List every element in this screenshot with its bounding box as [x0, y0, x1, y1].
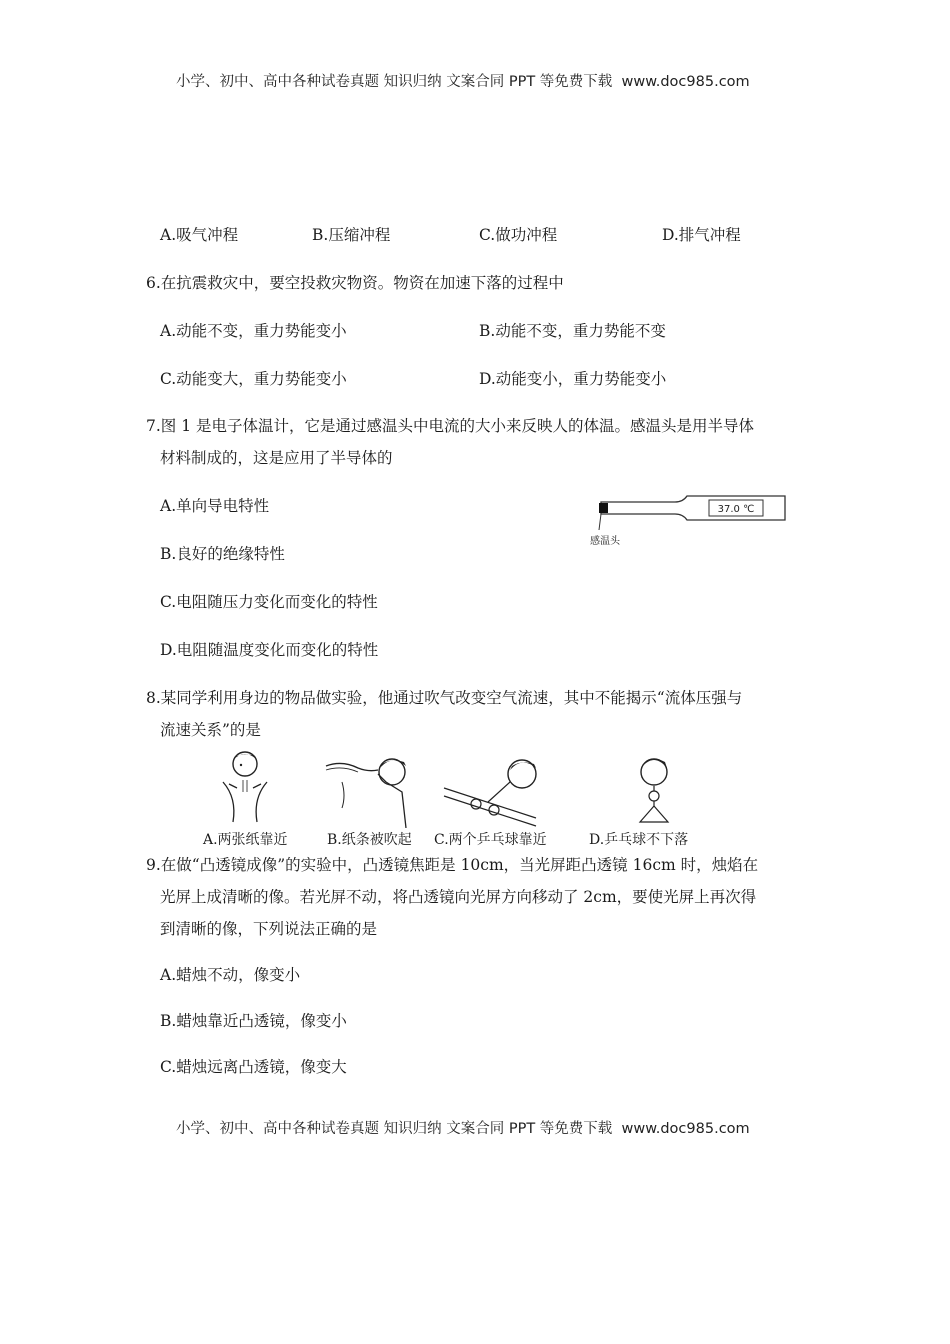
- right-paper: [256, 782, 267, 822]
- funnel: [640, 806, 668, 822]
- q6-option-d: D.动能变小，重力势能变小: [479, 370, 667, 388]
- sensor-tip: [599, 503, 608, 513]
- q5-option-d: D.排气冲程: [662, 226, 741, 244]
- q5-option-a: A.吸气冲程: [160, 226, 239, 244]
- q6-stem: 6.在抗震救灾中，要空投救灾物资。物资在加速下落的过程中: [146, 274, 564, 292]
- q8-caption-a: A.两张纸靠近: [203, 832, 288, 848]
- q7-option-d: D.电阻随温度变化而变化的特性: [160, 641, 379, 659]
- thermometer-figure: [585, 490, 795, 550]
- q7-option-b: B.良好的绝缘特性: [160, 545, 285, 563]
- hair: [510, 762, 536, 770]
- q8-stem-line1: 8.某同学利用身边的物品做实验，他通过吹气改变空气流速，其中不能揭示“流体压强与: [146, 689, 743, 707]
- thermometer-display: 37.0 ℃: [717, 504, 755, 515]
- paper-strip-2: [326, 768, 358, 772]
- header-text: 小学、初中、高中各种试卷真题 知识归纳 文案合同 PPT 等免费下载: [176, 74, 613, 90]
- page-header: [176, 70, 750, 91]
- q9-option-a: A.蜡烛不动，像变小: [160, 966, 301, 984]
- q7-stem-line2: 材料制成的，这是应用了半导体的: [160, 449, 393, 467]
- ping-pong-ball: [649, 791, 659, 801]
- q6-option-b: B.动能不变，重力势能不变: [479, 322, 666, 340]
- hair: [641, 759, 667, 768]
- ball-2: [489, 805, 499, 815]
- q9-option-b: B.蜡烛靠近凸透镜，像变小: [160, 1012, 347, 1030]
- hands: [229, 784, 261, 788]
- q5-option-b: B.压缩冲程: [312, 226, 391, 244]
- footer-site: www.doc985.com: [621, 1121, 750, 1137]
- head: [379, 759, 405, 785]
- q8-caption-b: B.纸条被吹起: [327, 832, 412, 848]
- q9-stem-line2: 光屏上成清晰的像。若光屏不动，将凸透镜向光屏方向移动了 2cm，要使光屏上再次得: [160, 888, 757, 906]
- q7-option-c: C.电阻随压力变化而变化的特性: [160, 593, 378, 611]
- page-footer: [176, 1117, 750, 1138]
- footer-text: 小学、初中、高中各种试卷真题 知识归纳 文案合同 PPT 等免费下载: [176, 1121, 613, 1137]
- q8-caption-c: C.两个乒乓球靠近: [434, 832, 547, 848]
- q8-caption-d: D.乒乓球不下落: [589, 832, 689, 848]
- q5-option-c: C.做功冲程: [479, 226, 558, 244]
- left-paper: [223, 782, 234, 822]
- q7-option-a: A.单向导电特性: [160, 497, 270, 515]
- straw: [488, 782, 510, 802]
- q9-stem-line3: 到清晰的像，下列说法正确的是: [160, 920, 378, 938]
- q8-figure-a: [215, 748, 275, 828]
- q8-stem-line2: 流速关系”的是: [160, 721, 261, 739]
- hand-stroke: [342, 782, 344, 808]
- air-lines: [243, 780, 247, 792]
- q6-option-a: A.动能不变，重力势能变小: [160, 322, 347, 340]
- q8-figure-c: [440, 752, 550, 828]
- arm: [378, 774, 406, 828]
- q6-option-c: C.动能变大，重力势能变小: [160, 370, 347, 388]
- q7-stem-line1: 7.图 1 是电子体温计，它是通过感温头中电流的大小来反映人的体温。感温头是用半导体: [146, 417, 755, 435]
- sensor-pointer: [599, 514, 601, 530]
- q8-figure-b: [322, 752, 422, 828]
- sensor-label: 感温头: [590, 536, 620, 547]
- header-site: www.doc985.com: [621, 74, 750, 90]
- ball-1: [471, 799, 481, 809]
- q9-stem-line1: 9.在做“凸透镜成像”的实验中，凸透镜焦距是 10cm，当光屏距凸透镜 16cm 时，烛焰在: [146, 856, 759, 874]
- q8-figure-d: [624, 750, 684, 828]
- q9-option-c: C.蜡烛远离凸透镜，像变大: [160, 1058, 347, 1076]
- eye: [240, 764, 242, 766]
